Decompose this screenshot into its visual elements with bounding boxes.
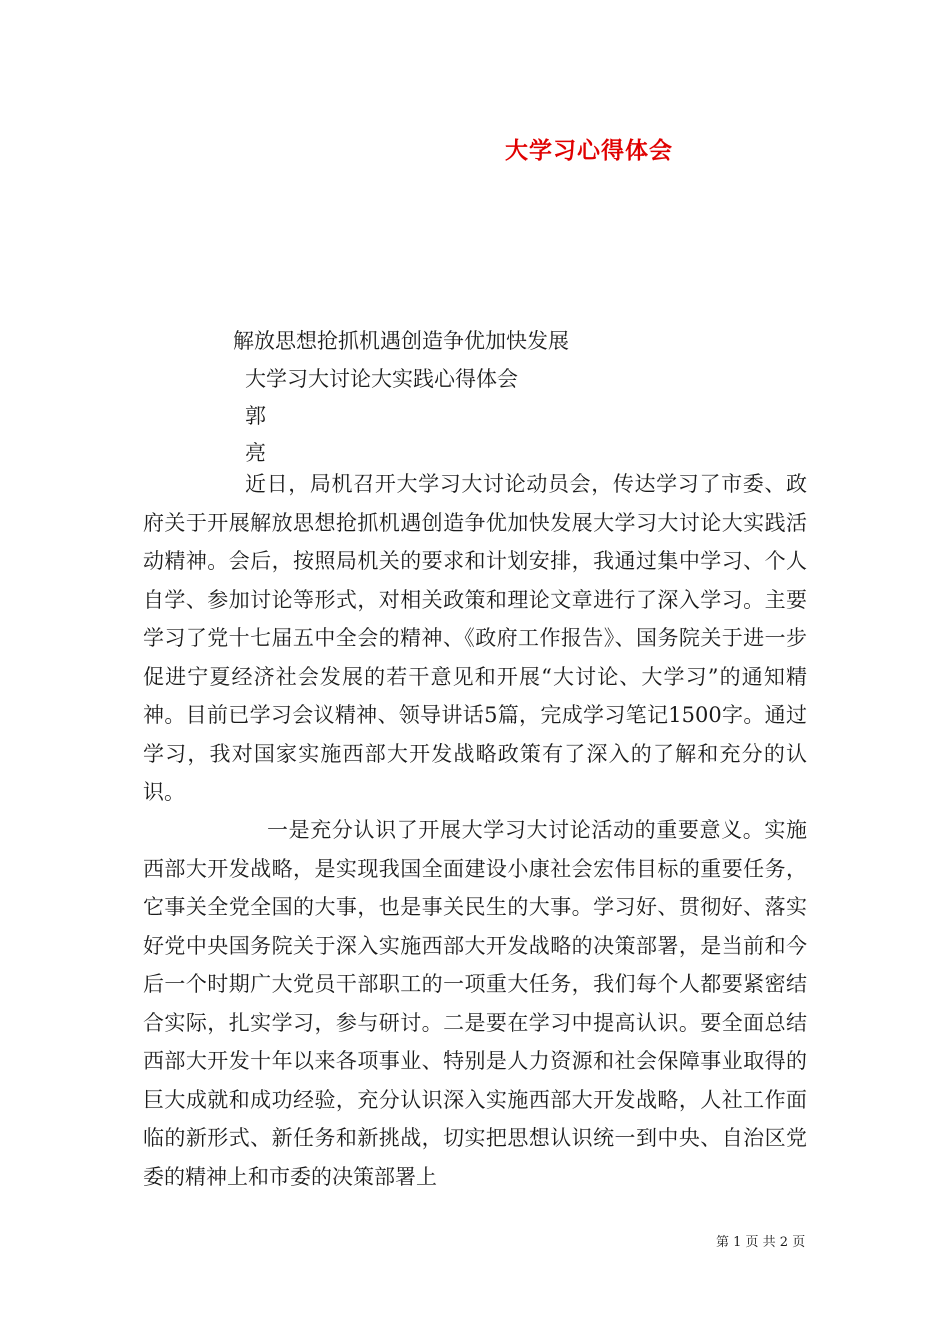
subtitle-line-1: 解放思想抢抓机遇创造争优加快发展	[233, 329, 569, 353]
body-paragraph-2: 一是充分认识了开展大学习大讨论活动的重要意义。实施西部大开发战略，是实现我国全面建设小康社会宏伟目标的重要任务，它事关全党全国的大事，也是事关民生的大事。学习好、贯彻好、落实好党中央国务院关于深入实施西部大开发战略的决策部署，是当前和今后一个时期广大党员干部职工的一项重大任务，我们每个人都要紧密结合实际，扎实学习，参与研讨。二是要在学习中提高认识。要全面总结西部大开发十年以来各项事业、特别是人力资源和社会保障事业取得的巨大成就和成功经验，充分认识深入实施西部大开发战略，人社工作面临的新形式、新任务和新挑战，切实把思想认识统一到中央、自治区党委的精神上和市委的决策部署上	[143, 818, 807, 1189]
body-paragraph-1: 近日，局机召开大学习大讨论动员会，传达学习了市委、政府关于开展解放思想抢抓机遇创造争优加快发展大学习大讨论大实践活动精神。会后，按照局机关的要求和计划安排，我通过集中学习、个人自学、参加讨论等形式，对相关政策和理论文章进行了深入学习。主要学习了党十七届五中全会的精神、《政府工作报告》、国务院关于进一步促进宁夏经济社会发展的若干意见和开展“大讨论、大学习”的通知精神。目前已学习会议精神、领导讲话5篇，完成学习笔记1500字。通过学习，我对国家实施西部大开发战略政策有了深入的了解和充分的认识。	[143, 472, 807, 804]
page-footer: 第 1 页 共 2 页	[716, 1235, 806, 1250]
author-char-1: 郭	[245, 404, 266, 428]
author-char-2: 亮	[245, 441, 266, 465]
subtitle-line-2: 大学习大讨论大实践心得体会	[245, 367, 518, 391]
document-title: 大学习心得体会	[505, 137, 673, 164]
